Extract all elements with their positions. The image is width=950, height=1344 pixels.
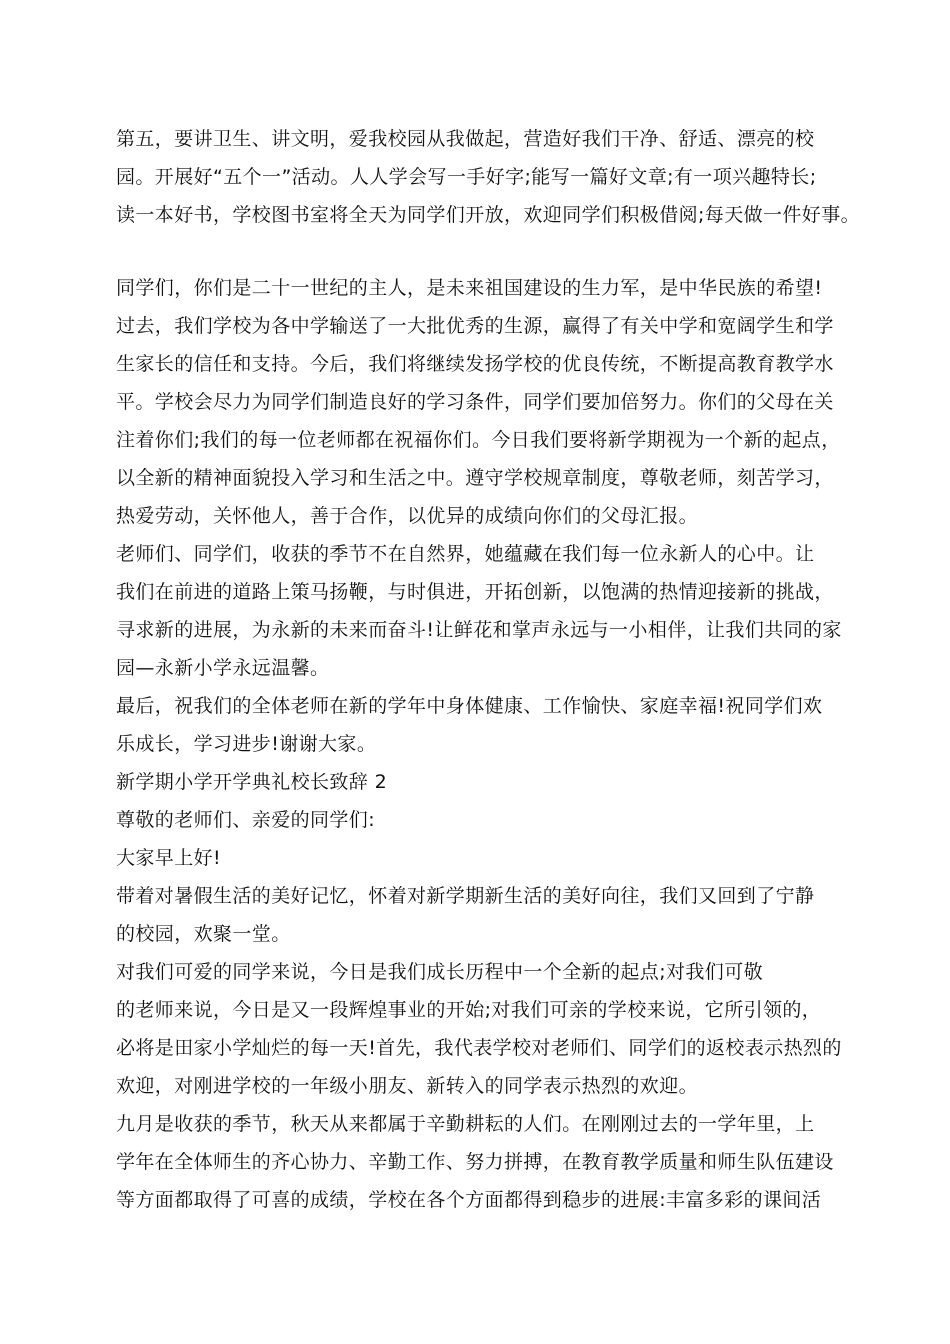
text-line: 带着对暑假生活的美好记忆，怀着对新学期新生活的美好向往，我们又回到了宁静 [116,885,815,907]
text-line: 注着你们;我们的每一位老师都在祝福你们。今日我们要将新学期视为一个新的起点， [116,429,841,451]
text-line: 等方面都取得了可喜的成绩，学校在各个方面都得到稳步的进展:丰富多彩的课间活 [116,1189,822,1211]
section-heading: 新学期小学开学典礼校长致辞 2 [116,771,388,793]
text-line: 第五，要讲卫生、讲文明，爱我校园从我做起，营造好我们干净、舒适、漂亮的校 [116,128,815,150]
text-line: 最后，祝我们的全体老师在新的学年中身体健康、工作愉快、家庭幸福!祝同学们欢 [116,695,823,717]
text-line: 园—永新小学永远温馨。 [116,657,330,679]
text-line: 必将是田家小学灿烂的每一天!首先，我代表学校对老师们、同学们的返校表示热烈的 [116,1037,842,1059]
text-line: 以全新的精神面貌投入学习和生活之中。遵守学校规章制度，尊敬老师，刻苦学习， [116,467,834,489]
text-line: 园。开展好“五个一”活动。人人学会写一手好字;能写一篇好文章;有一项兴趣特长; [116,166,817,188]
text-line: 的老师来说，今日是又一段辉煌事业的开始;对我们可亲的学校来说，它所引领的， [116,999,822,1021]
text-line: 乐成长，学习进步!谢谢大家。 [116,733,377,755]
text-line: 同学们，你们是二十一世纪的主人，是未来祖国建设的生力军，是中华民族的希望! [116,277,823,299]
text-line: 学年在全体师生的齐心协力、辛勤工作、努力拼搏，在教育教学质量和师生队伍建设 [116,1151,834,1173]
text-line: 平。学校会尽力为同学们制造良好的学习条件，同学们要加倍努力。你们的父母在关 [116,391,834,413]
text-line: 老师们、同学们，收获的季节不在自然界，她蕴藏在我们每一位永新人的心中。让 [116,543,815,565]
text-line: 欢迎，对刚进学校的一年级小朋友、新转入的同学表示热烈的欢迎。 [116,1075,699,1097]
text-line: 读一本好书，学校图书室将全天为同学们开放，欢迎同学们积极借阅;每天做一件好事。 [116,204,861,226]
text-line: 寻求新的进展，为永新的未来而奋斗!让鲜花和掌声永远与一小相伴，让我们共同的家 [116,619,842,641]
text-line: 对我们可爱的同学来说，今日是我们成长历程中一个全新的起点;对我们可敬 [116,961,764,983]
text-line: 我们在前进的道路上策马扬鞭，与时俱进，开拓创新，以饱满的热情迎接新的挑战， [116,581,834,603]
text-line: 的校园，欢聚一堂。 [116,923,291,945]
text-line: 热爱劳动，关怀他人，善于合作，以优异的成绩向你们的父母汇报。 [116,505,699,527]
text-line: 九月是收获的季节，秋天从来都属于辛勤耕耘的人们。在刚刚过去的一学年里，上 [116,1113,815,1135]
text-line: 生家长的信任和支持。今后，我们将继续发扬学校的优良传统，不断提高教育教学水 [116,353,834,375]
salutation: 尊敬的老师们、亲爱的同学们: [116,809,376,831]
greeting: 大家早上好! [116,847,222,869]
text-line: 过去，我们学校为各中学输送了一大批优秀的生源，赢得了有关中学和宽阔学生和学 [116,315,834,337]
